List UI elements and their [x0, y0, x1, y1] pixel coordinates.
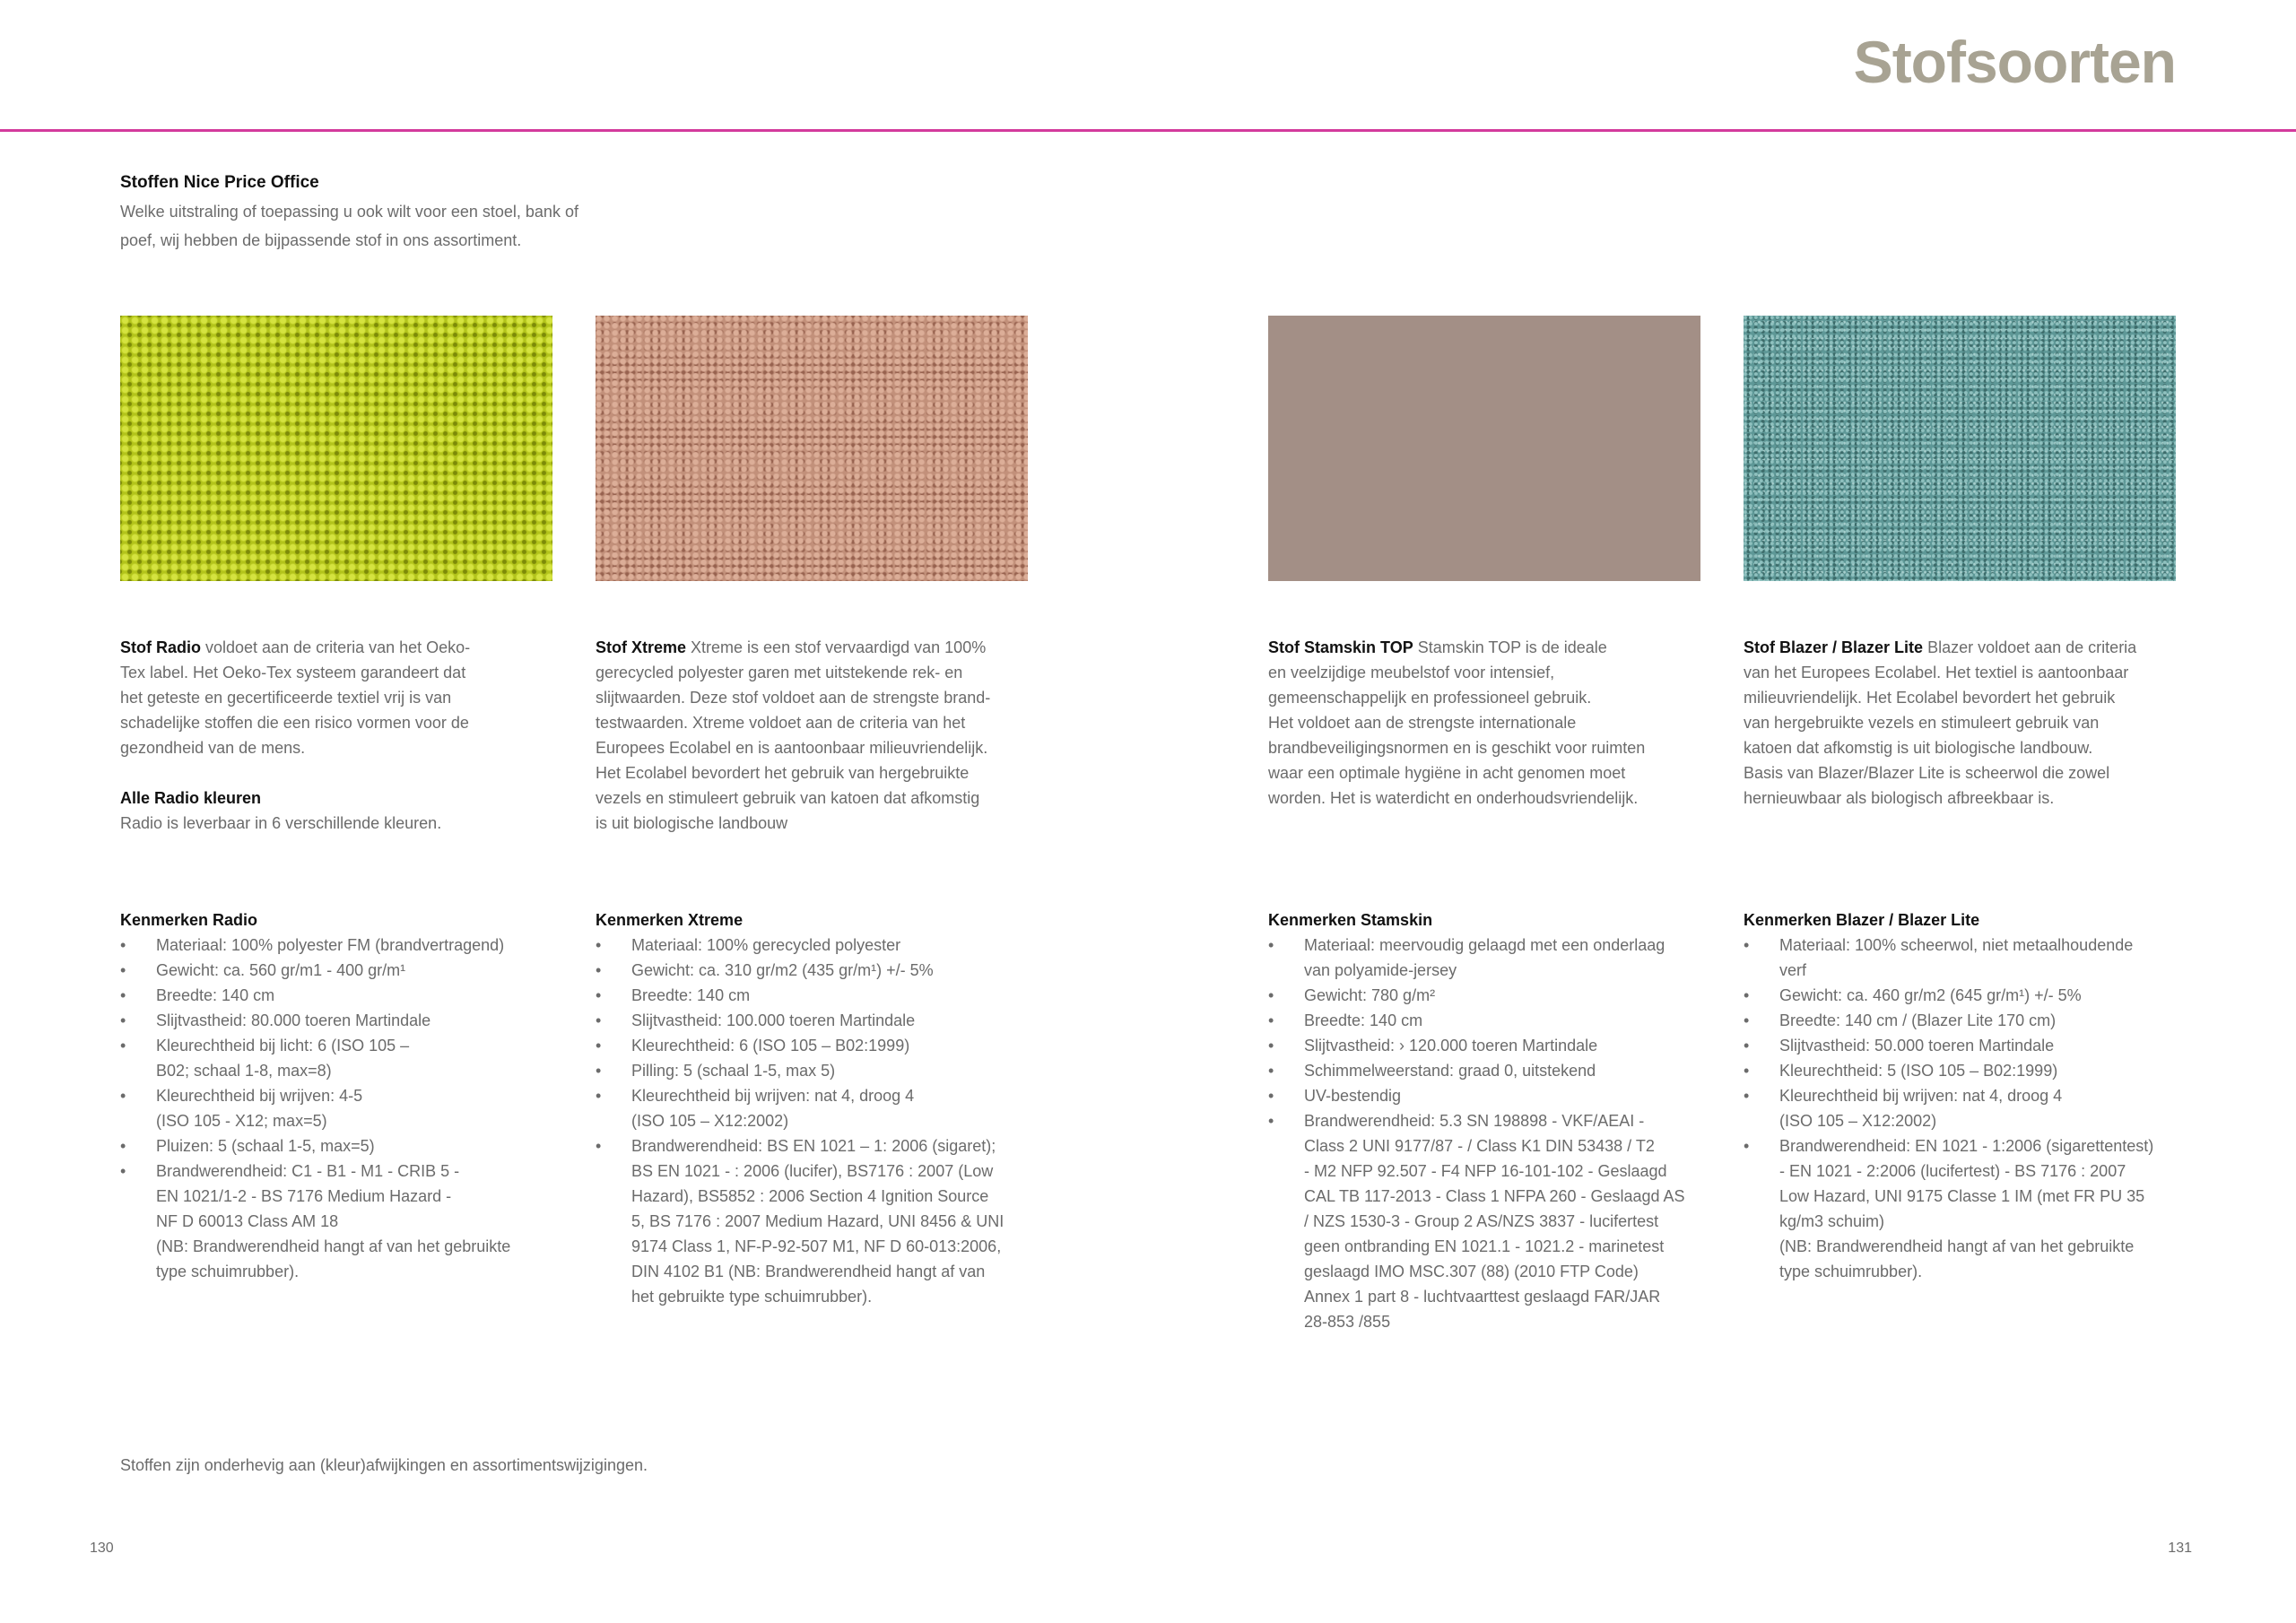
specs-heading: Kenmerken Blazer / Blazer Lite [1744, 911, 1980, 929]
colors-heading: Alle Radio kleuren [120, 789, 262, 807]
spec-item [1268, 1083, 1717, 1108]
spec-line: • Brandwerendheid: 5.3 SN 198898 - VKF/AEAI - [1304, 1112, 1645, 1130]
spec-line: • Gewicht: 780 g/m² [1304, 986, 1436, 1004]
spec-list [596, 933, 1044, 1309]
spec-line: kg/m3 schuim) [1779, 1212, 1885, 1230]
intro-line: poef, wij hebben de bijpassende stof in ons assortiment. [120, 231, 522, 249]
spec-line: • Materiaal: meervoudig gelaagd met een onderlaag [1304, 936, 1665, 954]
spec-item [596, 983, 1044, 1008]
spec-line: • UV-bestendig [1304, 1087, 1402, 1105]
spec-item [1744, 1133, 2192, 1284]
spec-line: B02; schaal 1-8, max=8) [156, 1062, 332, 1080]
spec-item [120, 1159, 569, 1284]
spec-line: • Slijtvastheid: › 120.000 toeren Martindale [1304, 1037, 1598, 1055]
spec-line: (ISO 105 – X12:2002) [631, 1112, 789, 1130]
spec-line: (NB: Brandwerendheid hangt af van het gebruikte [1779, 1237, 2135, 1255]
page-number-left: 130 [90, 1541, 114, 1556]
spec-line: type schuimrubber). [156, 1263, 300, 1280]
desc-line: Tex label. Het Oeko-Tex systeem garandeert dat [120, 664, 466, 681]
spec-list [1744, 933, 2192, 1284]
spec-line: • Brandwerendheid: BS EN 1021 – 1: 2006 (sigaret); [631, 1137, 996, 1155]
specs-xtreme [596, 907, 1044, 1309]
desc-line: waar een optimale hygiëne in acht genomen moet [1268, 764, 1626, 782]
spec-list [120, 933, 569, 1284]
desc-line: testwaarden. Xtreme voldoet aan de criteria van het [596, 714, 966, 732]
fabric-name: Stof Blazer / Blazer Lite [1744, 638, 1924, 656]
desc-line: slijtwaarden. Deze stof voldoet aan de strengste brand- [596, 689, 991, 707]
spec-item [120, 983, 569, 1008]
specs-heading: Kenmerken Stamskin [1268, 911, 1433, 929]
spec-item [596, 1133, 1044, 1309]
spec-line: • Slijtvastheid: 50.000 toeren Martindale [1779, 1037, 2055, 1055]
spec-line: • Kleurechtheid bij wrijven: 4-5 [156, 1087, 363, 1105]
spec-line: 28-853 /855 [1304, 1313, 1391, 1331]
header-rule [0, 129, 2296, 132]
desc-line: en veelzijdige meubelstof voor intensief, [1268, 664, 1555, 681]
desc-line: Het Ecolabel bevordert het gebruik van hergebruikte [596, 764, 970, 782]
spec-item [120, 1083, 569, 1133]
description-xtreme [596, 635, 1044, 836]
desc-line: van hergebruikte vezels en stimuleert gebruik van [1744, 714, 2100, 732]
spec-item [596, 1083, 1044, 1133]
desc-line: gemeenschappelijk en professioneel gebruik. [1268, 689, 1592, 707]
spec-line: • Brandwerendheid: C1 - B1 - M1 - CRIB 5 - [156, 1162, 460, 1180]
spec-line: BS EN 1021 - : 2006 (lucifer), BS7176 : 2007 (Low [631, 1162, 994, 1180]
spec-item [596, 1058, 1044, 1083]
desc-line: hernieuwbaar als biologisch afbreekbaar is. [1744, 789, 2055, 807]
spec-line: - M2 NFP 92.507 - F4 NFP 16-101-102 - Geslaagd [1304, 1162, 1667, 1180]
swatch-radio [120, 316, 552, 581]
spec-line: • Gewicht: ca. 310 gr/m2 (435 gr/m¹) +/- 5% [631, 961, 934, 979]
desc-line: is uit biologische landbouw [596, 814, 788, 832]
spec-line: • Brandwerendheid: EN 1021 - 1:2006 (sigarettentest) [1779, 1137, 2154, 1155]
desc-line: Basis van Blazer/Blazer Lite is scheerwol die zowel [1744, 764, 2110, 782]
spec-line: (ISO 105 - X12; max=5) [156, 1112, 327, 1130]
spec-item [1744, 1008, 2192, 1033]
spec-item [1268, 1008, 1717, 1033]
spec-line: • Gewicht: ca. 560 gr/m1 - 400 gr/m¹ [156, 961, 406, 979]
desc-line: Blazer voldoet aan de criteria [1923, 638, 2137, 656]
desc-line: Europees Ecolabel en is aantoonbaar milieuvriendelijk. [596, 739, 988, 757]
description-stamskin [1268, 635, 1717, 811]
page-number-right: 131 [2168, 1541, 2192, 1556]
spec-item [1268, 933, 1717, 983]
spec-line: 5, BS 7176 : 2007 Medium Hazard, UNI 8456 & UNI [631, 1212, 1004, 1230]
spec-line: CAL TB 117-2013 - Class 1 NFPA 260 - Geslaagd AS [1304, 1187, 1685, 1205]
specs-blazer [1744, 907, 2192, 1284]
page-title: Stofsoorten [1853, 29, 2176, 95]
spec-line: - EN 1021 - 2:2006 (lucifertest) - BS 7176 : 2007 [1779, 1162, 2126, 1180]
spec-item [120, 1133, 569, 1159]
spec-line: • Breedte: 140 cm [156, 986, 275, 1004]
desc-line: gerecycled polyester garen met uitstekende rek- en [596, 664, 963, 681]
swatch-xtreme [596, 316, 1028, 581]
spec-line: • Pilling: 5 (schaal 1-5, max 5) [631, 1062, 836, 1080]
spec-item [120, 958, 569, 983]
spec-line: Annex 1 part 8 - luchtvaarttest geslaagd FAR/JAR [1304, 1288, 1661, 1306]
spec-item [1268, 1108, 1717, 1334]
intro-text [120, 197, 658, 255]
spec-item [120, 1033, 569, 1083]
specs-heading: Kenmerken Radio [120, 911, 258, 929]
spec-item [1744, 1058, 2192, 1083]
desc-line: worden. Het is waterdicht en onderhoudsvriendelijk. [1268, 789, 1639, 807]
spec-line: • Materiaal: 100% gerecycled polyester [631, 936, 901, 954]
spec-line: • Breedte: 140 cm [631, 986, 751, 1004]
description-text [120, 635, 569, 760]
fabric-name: Stof Xtreme [596, 638, 687, 656]
colors-text: Radio is leverbaar in 6 verschillende kleuren. [120, 814, 442, 832]
spec-line: NF D 60013 Class AM 18 [156, 1212, 339, 1230]
spec-item [1268, 1058, 1717, 1083]
spec-item [596, 1008, 1044, 1033]
spec-line: het gebruikte type schuimrubber). [631, 1288, 873, 1306]
desc-line: brandbeveiligingsnormen en is geschikt voor ruimten [1268, 739, 1646, 757]
description-blazer [1744, 635, 2192, 811]
spec-line: Class 2 UNI 9177/87 - / Class K1 DIN 53438 / T2 [1304, 1137, 1655, 1155]
spec-line: (NB: Brandwerendheid hangt af van het gebruikte [156, 1237, 511, 1255]
spec-line: • Pluizen: 5 (schaal 1-5, max=5) [156, 1137, 375, 1155]
intro-line: Welke uitstraling of toepassing u ook wilt voor een stoel, bank of [120, 203, 578, 221]
intro-heading: Stoffen Nice Price Office [120, 173, 319, 192]
desc-line: het geteste en gecertificeerde textiel vrij is van [120, 689, 452, 707]
specs-heading: Kenmerken Xtreme [596, 911, 744, 929]
desc-line: van het Europees Ecolabel. Het textiel is aantoonbaar [1744, 664, 2129, 681]
spec-line: Low Hazard, UNI 9175 Classe 1 IM (met FR PU 35 [1779, 1187, 2145, 1205]
spec-item [120, 933, 569, 958]
swatch-blazer [1744, 316, 2176, 581]
desc-line: vezels en stimuleert gebruik van katoen dat afkomstig [596, 789, 980, 807]
desc-line: Het voldoet aan de strengste internationale [1268, 714, 1577, 732]
spec-line: • Materiaal: 100% polyester FM (brandvertragend) [156, 936, 505, 954]
spec-item [1744, 983, 2192, 1008]
spec-line: • Kleurechtheid bij wrijven: nat 4, droog 4 [631, 1087, 915, 1105]
desc-line: Xtreme is een stof vervaardigd van 100% [686, 638, 987, 656]
spec-line: (ISO 105 – X12:2002) [1779, 1112, 1937, 1130]
spec-item [1744, 933, 2192, 983]
spec-line: Hazard), BS5852 : 2006 Section 4 Ignition Source [631, 1187, 989, 1205]
spec-line: type schuimrubber). [1779, 1263, 1923, 1280]
spec-line: DIN 4102 B1 (NB: Brandwerendheid hangt af van [631, 1263, 986, 1280]
spec-line: 9174 Class 1, NF-P-92-507 M1, NF D 60-013:2006, [631, 1237, 1002, 1255]
spec-item [596, 1033, 1044, 1058]
desc-line: katoen dat afkomstig is uit biologische landbouw. [1744, 739, 2093, 757]
spec-item [120, 1008, 569, 1033]
desc-line: voldoet aan de criteria van het Oeko- [201, 638, 471, 656]
specs-stamskin [1268, 907, 1717, 1334]
spec-line: • Kleurechtheid bij wrijven: nat 4, droog 4 [1779, 1087, 2063, 1105]
spec-line: • Slijtvastheid: 80.000 toeren Martindale [156, 1011, 431, 1029]
spec-list [1268, 933, 1717, 1334]
spec-line: • Materiaal: 100% scheerwol, niet metaalhoudende [1779, 936, 2134, 954]
spec-line: • Breedte: 140 cm / (Blazer Lite 170 cm) [1779, 1011, 2057, 1029]
spec-line: • Gewicht: ca. 460 gr/m2 (645 gr/m¹) +/- 5% [1779, 986, 2082, 1004]
spec-item [1268, 983, 1717, 1008]
spec-line: van polyamide-jersey [1304, 961, 1457, 979]
swatch-stamskin [1268, 316, 1700, 581]
intro-section [120, 170, 658, 255]
specs-radio [120, 907, 569, 1284]
fabric-name: Stof Radio [120, 638, 201, 656]
spec-line: • Kleurechtheid: 5 (ISO 105 – B02:1999) [1779, 1062, 2058, 1080]
spec-line: / NZS 1530-3 - Group 2 AS/NZS 3837 - lucifertest [1304, 1212, 1659, 1230]
desc-line: schadelijke stoffen die een risico vormen voor de [120, 714, 469, 732]
desc-line: milieuvriendelijk. Het Ecolabel bevordert het gebruik [1744, 689, 2116, 707]
spec-line: • Slijtvastheid: 100.000 toeren Martindale [631, 1011, 916, 1029]
desc-line: Stamskin TOP is de ideale [1413, 638, 1607, 656]
fabric-name: Stof Stamskin TOP [1268, 638, 1413, 656]
spec-line: geen ontbranding EN 1021.1 - 1021.2 - marinetest [1304, 1237, 1665, 1255]
spec-line: geslaagd IMO MSC.307 (88) (2010 FTP Code) [1304, 1263, 1639, 1280]
spec-line: • Breedte: 140 cm [1304, 1011, 1423, 1029]
spec-line: • Kleurechtheid: 6 (ISO 105 – B02:1999) [631, 1037, 910, 1055]
spec-item [596, 958, 1044, 983]
spec-line: • Kleurechtheid bij licht: 6 (ISO 105 – [156, 1037, 410, 1055]
spec-line: verf [1779, 961, 1807, 979]
spec-item [1744, 1083, 2192, 1133]
spec-line: EN 1021/1-2 - BS 7176 Medium Hazard - [156, 1187, 452, 1205]
desc-line: gezondheid van de mens. [120, 739, 306, 757]
description-radio [120, 635, 569, 836]
spec-item [596, 933, 1044, 958]
spec-item [1744, 1033, 2192, 1058]
spec-line: • Schimmelweerstand: graad 0, uitstekend [1304, 1062, 1596, 1080]
footnote: Stoffen zijn onderhevig aan (kleur)afwijkingen en assortimentswijzigingen. [120, 1456, 648, 1474]
spec-item [1268, 1033, 1717, 1058]
